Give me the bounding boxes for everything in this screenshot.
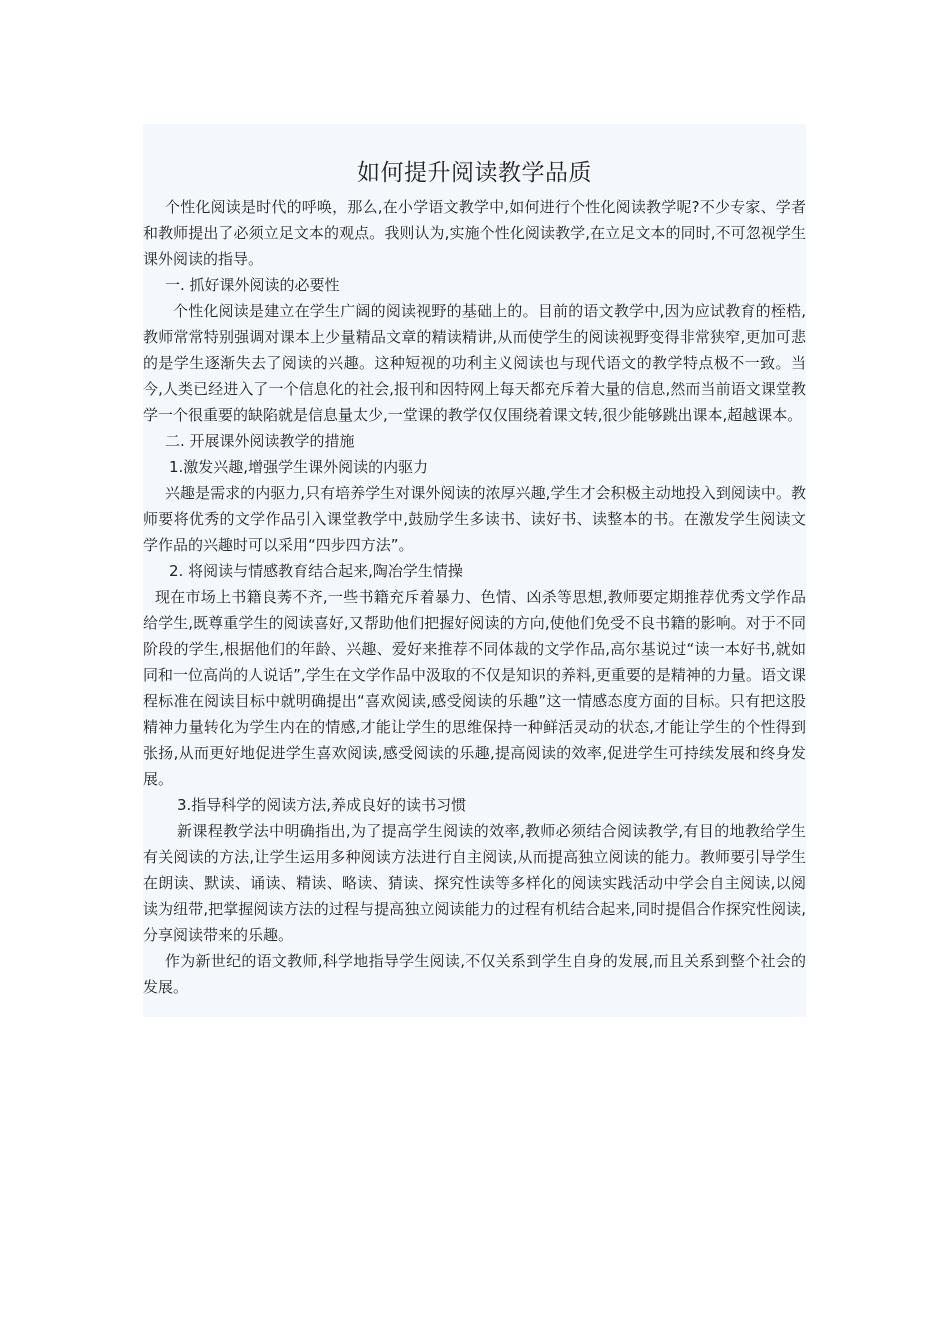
document-page: [143, 124, 806, 1017]
paragraph: 兴趣是需求的内驱力,只有培养学生对课外阅读的浓厚兴趣,学生才会积极主动地投入到阅读中。教师要将优秀的文学作品引入课堂教学中,鼓励学生多读书、读好书、读整本的书。在激发学生阅读文学作品的兴趣时可以采用“四步四方法”。: [143, 484, 806, 554]
subsection-heading: 1.激发兴趣,增强学生课外阅读的内驱力: [169, 458, 429, 476]
paragraph: 新课程教学法中明确指出,为了提高学生阅读的效率,教师必须结合阅读教学,有目的地教给学生有关阅读的方法,让学生运用多种阅读方法进行自主阅读,从而提高独立阅读的能力。教师要引导学生在朗读、默读、诵读、精读、略读、猜读、探究性读等多样化的阅读实践活动中学会自主阅读,以阅读为纽带,把掌握阅读方法的过程与提高独立阅读能力的过程有机结合起来,同时提倡合作探究性阅读,分享阅读带来的乐趣。: [143, 822, 806, 944]
paragraph: 个性化阅读是时代的呼唤，那么,在小学语文教学中,如何进行个性化阅读教学呢?不少专家、学者和教师提出了必须立足文本的观点。我则认为,实施个性化阅读教学,在立足文本的同时,不可忽视学生课外阅读的指导。: [143, 198, 806, 268]
paragraph: 个性化阅读是建立在学生广阔的阅读视野的基础上的。目前的语文教学中,因为应试教育的桎梏,教师常常特别强调对课本上少量精品文章的精读精讲,从而使学生的阅读视野变得非常狭窄,更加可悲的是学生逐渐失去了阅读的兴趣。这种短视的功利主义阅读也与现代语文的教学特点极不一致。当今,人类已经进入了一个信息化的社会,报刊和因特网上每天都充斥着大量的信息,然而当前语文课堂教学一个很重要的缺陷就是信息量太少,一堂课的教学仅仅围绕着课文转,很少能够跳出课本,超越课本。: [143, 302, 806, 424]
subsection-heading: 3.指导科学的阅读方法,养成良好的读书习惯: [177, 796, 467, 814]
document-body: [143, 194, 806, 1000]
subsection-heading: 2. 将阅读与情感教育结合起来,陶冶学生情操: [169, 562, 463, 580]
paragraph: 现在市场上书籍良莠不齐,一些书籍充斥着暴力、色情、凶杀等思想,教师要定期推荐优秀文学作品给学生,既尊重学生的阅读喜好,又帮助他们把握好阅读的方向,使他们免受不良书籍的影响。对于不同阶段的学生,根据他们的年龄、兴趣、爱好来推荐不同体裁的文学作品,高尔基说过“读一本好书,就如同和一位高尚的人说话”,学生在文学作品中汲取的不仅是知识的养料,更重要的是精神的力量。语文课程标准在阅读目标中就明确提出“喜欢阅读,感受阅读的乐趣”这一情感态度方面的目标。只有把这股精神力量转化为学生内在的情感,才能让学生的思维保持一种鲜活灵动的状态,才能让学生的个性得到张扬,从而更好地促进学生喜欢阅读,感受阅读的乐趣,提高阅读的效率,促进学生可持续发展和终身发展。: [143, 588, 806, 788]
page-title: 如何提升阅读教学品质: [357, 160, 592, 186]
section-heading: 一. 抓好课外阅读的必要性: [165, 276, 340, 294]
paragraph: 作为新世纪的语文教师,科学地指导学生阅读,不仅关系到学生自身的发展,而且关系到整个社会的发展。: [143, 952, 806, 996]
section-heading: 二. 开展课外阅读教学的措施: [165, 432, 355, 450]
